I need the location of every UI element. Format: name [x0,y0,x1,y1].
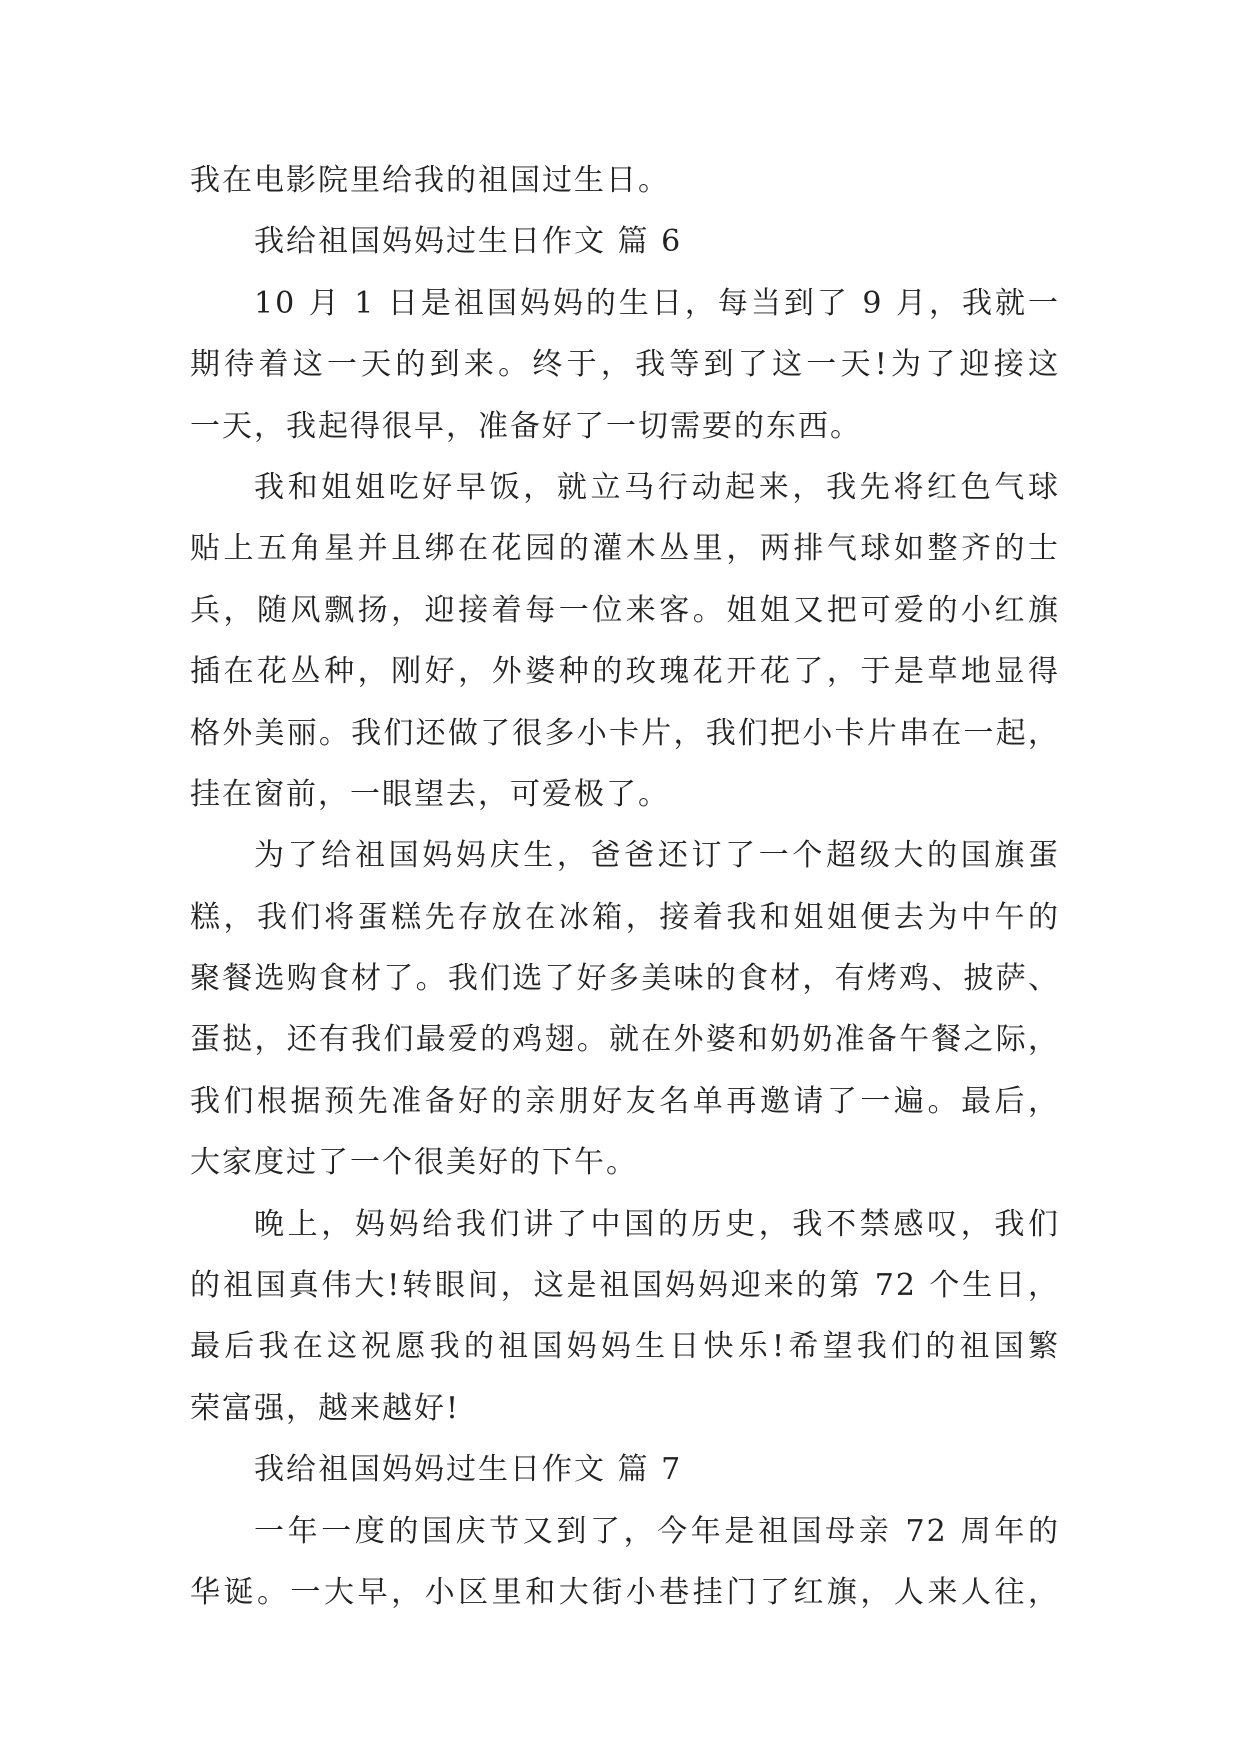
essay-text [190,150,1060,1623]
text-line: 蛋挞，还有我们最爱的鸡翅。就在外婆和奶奶准备午餐之际， [190,1022,1060,1058]
text-line: 一天，我起得很早，准备好了一切需要的东西。 [190,408,862,444]
section-heading: 我给祖国妈妈过生日作文 篇 6 [254,224,683,260]
text-line: 荣富强，越来越好! [190,1390,461,1426]
text-line: 聚餐选购食材了。我们选了好多美味的食材，有烤鸡、披萨、 [190,961,1060,997]
text-line: 的祖国真伟大!转眼间，这是祖国妈妈迎来的第 72 个生日， [190,1268,1060,1304]
paragraph-first-line: 晚上，妈妈给我们讲了中国的历史，我不禁感叹，我们 [254,1206,1060,1242]
text-line: 兵，随风飘扬，迎接着每一位来客。姐姐又把可爱的小红旗 [190,592,1060,628]
text-line: 糕，我们将蛋糕先存放在冰箱，接着我和姐姐便去为中午的 [190,899,1060,935]
section-heading: 我给祖国妈妈过生日作文 篇 7 [254,1452,683,1488]
paragraph-first-line: 一年一度的国庆节又到了，今年是祖国母亲 72 周年的 [254,1513,1060,1549]
text-line: 挂在窗前，一眼望去，可爱极了。 [190,776,670,812]
text-line: 最后我在这祝愿我的祖国妈妈生日快乐!希望我们的祖国繁 [190,1329,1060,1365]
text-line: 插在花丛种，刚好，外婆种的玫瑰花开花了，于是草地显得 [190,654,1060,690]
text-line: 贴上五角星并且绑在花园的灌木丛里，两排气球如整齐的士 [190,531,1060,567]
paragraph-first-line: 为了给祖国妈妈庆生，爸爸还订了一个超级大的国旗蛋 [254,838,1060,874]
text-line: 华诞。一大早，小区里和大街小巷挂门了红旗，人来人往， [190,1574,1060,1610]
text-line: 大家度过了一个很美好的下午。 [190,1145,638,1181]
paragraph-first-line: 10 月 1 日是祖国妈妈的生日，每当到了 9 月，我就一 [254,285,1060,321]
paragraph-first-line: 我和姐姐吃好早饭，就立马行动起来，我先将红色气球 [254,469,1060,505]
text-line: 期待着这一天的到来。终于，我等到了这一天!为了迎接这 [190,347,1060,383]
text-line: 我在电影院里给我的祖国过生日。 [190,163,670,198]
text-line: 格外美丽。我们还做了很多小卡片，我们把小卡片串在一起， [190,715,1060,751]
text-line: 我们根据预先准备好的亲朋好友名单再邀请了一遍。最后， [190,1083,1060,1119]
